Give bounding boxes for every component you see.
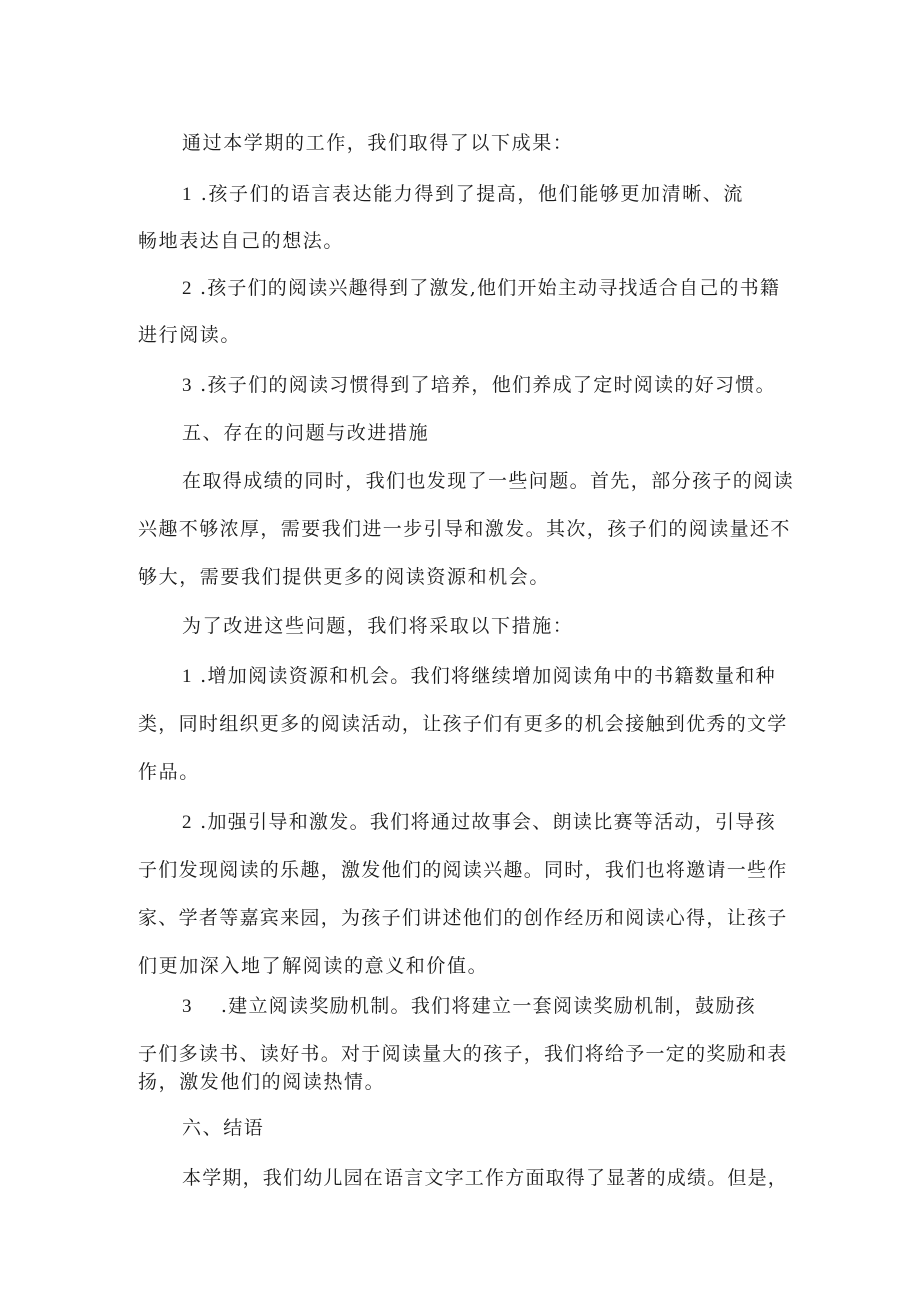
problems-para-line-2: 兴趣不够浓厚，需要我们进一步引导和激发。其次，孩子们的阅读量还不 — [138, 518, 791, 540]
item-text: .孩子们的阅读习惯得到了培养，他们养成了定时阅读的好习惯。 — [200, 374, 776, 396]
achievement-item-1-cont: 畅地表达自己的想法。 — [138, 230, 345, 252]
section-heading-5: 五、存在的问题与改进措施 — [182, 422, 430, 444]
measure-item-1-cont: 作品。 — [138, 761, 200, 783]
achievement-item-2 — [182, 276, 780, 301]
item-number: 3 — [182, 996, 193, 1017]
item-text: .孩子们的阅读兴趣得到了激发,他们开始主动寻找适合自己的书籍 — [199, 277, 781, 299]
achievement-item-1 — [182, 182, 744, 207]
measure-item-2-cont: 家、学者等嘉宾来园，为孩子们讲述他们的创作经历和阅读心得，让孩子 — [138, 907, 788, 929]
item-text: .建立阅读奖励机制。我们将建立一套阅读奖励机制，鼓励孩 — [220, 995, 756, 1017]
measure-item-2-cont: 们更加深入地了解阅读的意义和价值。 — [138, 955, 489, 977]
item-number: 2 — [182, 812, 193, 833]
problems-para-line-3: 够大，需要我们提供更多的阅读资源和机会。 — [138, 566, 551, 588]
item-number: 3 — [182, 375, 193, 396]
measure-item-3-cont: 子们多读书、读好书。对于阅读量大的孩子，我们将给予一定的奖励和表 — [138, 1043, 788, 1065]
item-number: 2 — [182, 278, 193, 299]
item-text: .加强引导和激发。我们将通过故事会、朗读比赛等活动，引导孩 — [200, 811, 776, 833]
measures-intro: 为了改进这些问题，我们将采取以下措施： — [182, 615, 574, 637]
measure-item-2 — [182, 810, 776, 835]
measure-item-3-cont: 扬，激发他们的阅读热情。 — [138, 1071, 386, 1093]
item-text: .增加阅读资源和机会。我们将继续增加阅读角中的书籍数量和种 — [200, 665, 776, 687]
achievement-item-2-cont: 进行阅读。 — [138, 324, 242, 346]
achievement-item-3 — [182, 373, 776, 398]
problems-para-line-1: 在取得成绩的同时，我们也发现了一些问题。首先，部分孩子的阅读 — [182, 470, 795, 492]
section-heading-6: 六、结语 — [182, 1117, 265, 1139]
measure-item-1 — [182, 664, 776, 689]
measure-item-1-cont: 类，同时组织更多的阅读活动，让孩子们有更多的机会接触到优秀的文学 — [138, 713, 788, 735]
achievements-intro: 通过本学期的工作，我们取得了以下成果： — [182, 132, 574, 154]
measure-item-2-cont: 子们发现阅读的乐趣，激发他们的阅读兴趣。同时，我们也将邀请一些作 — [138, 859, 788, 881]
item-number: 1 — [182, 184, 194, 205]
conclusion-para-line-1: 本学期，我们幼儿园在语言文字工作方面取得了显著的成绩。但是， — [182, 1167, 789, 1189]
item-number: 1 — [182, 666, 193, 687]
item-text: .孩子们的语言表达能力得到了提高，他们能够更加清晰、流 — [200, 183, 744, 205]
measure-item-3 — [182, 994, 756, 1019]
